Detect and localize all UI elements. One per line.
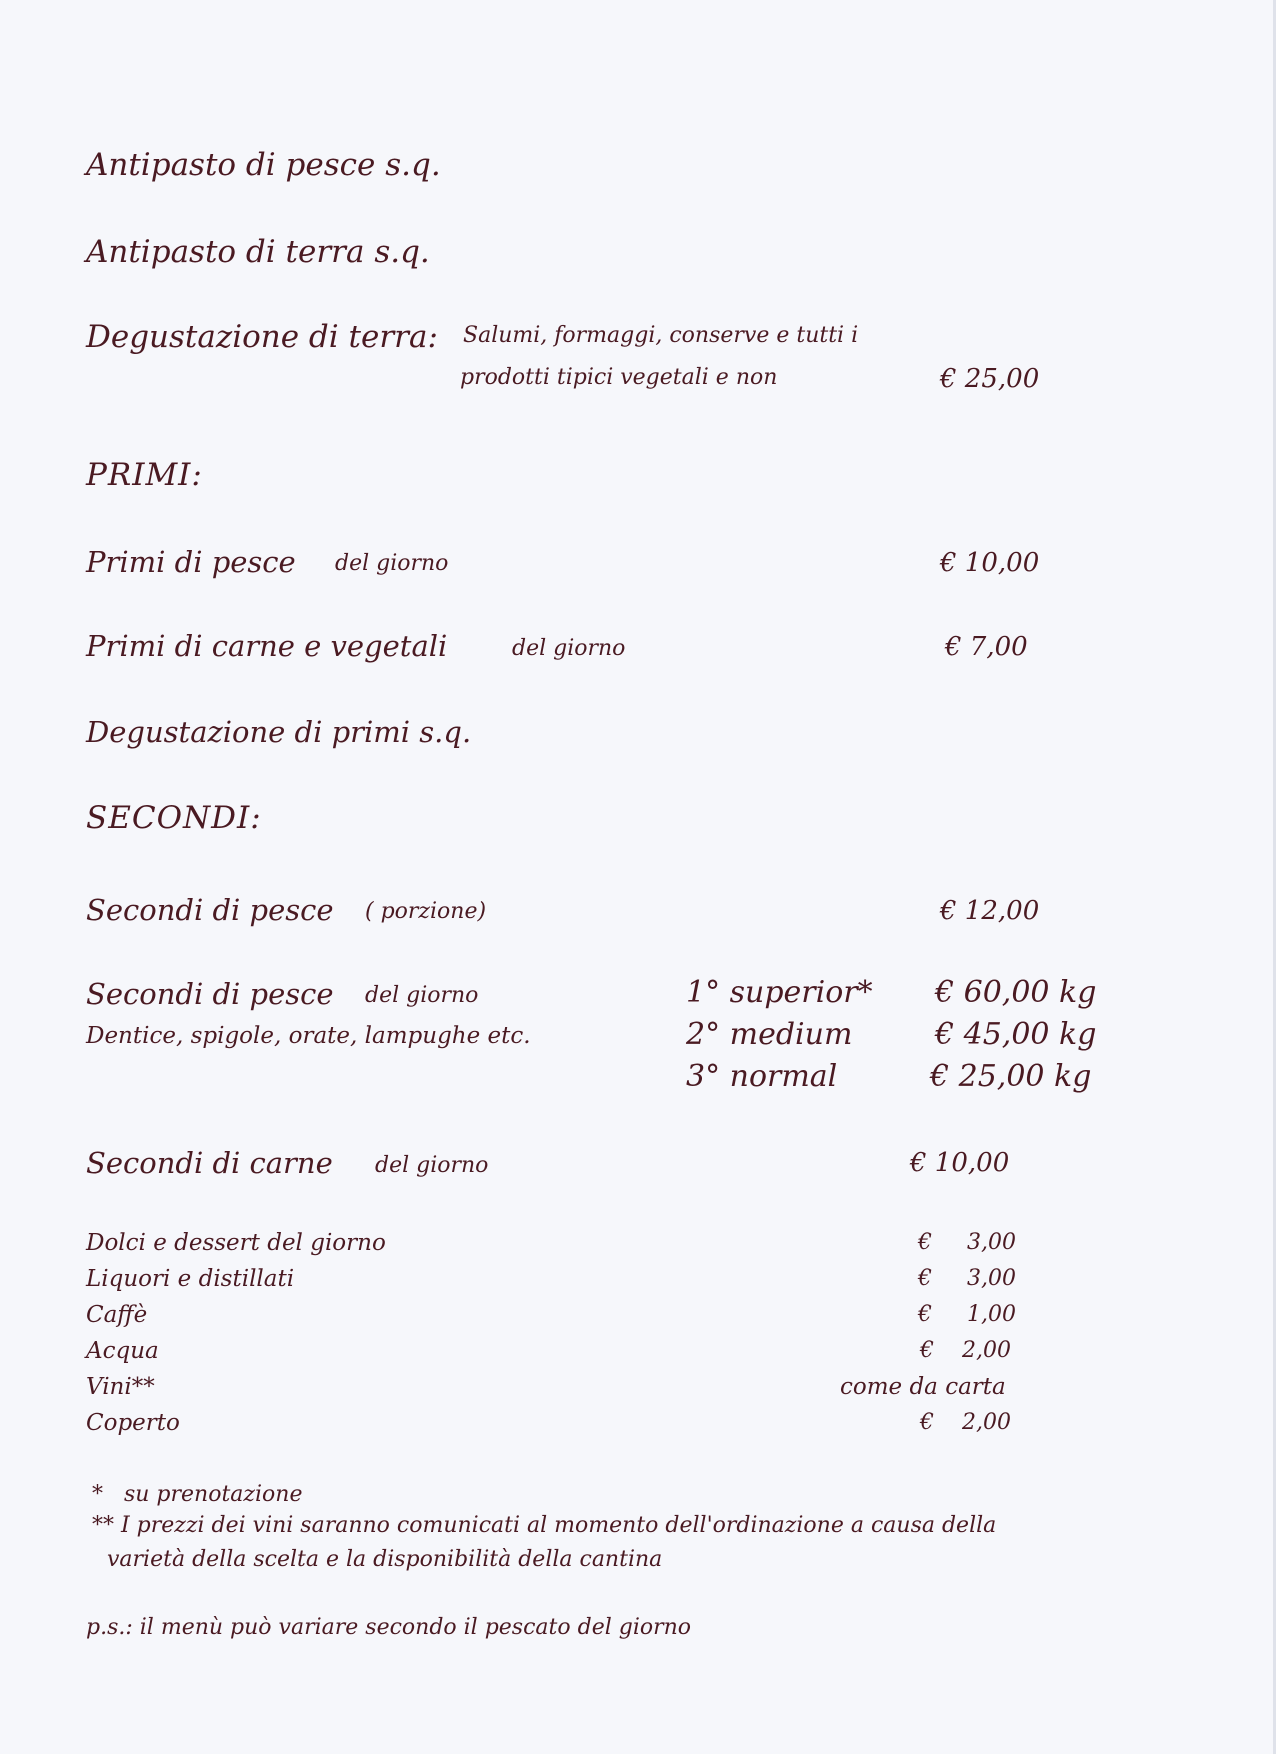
footnote-vini-line-2: varietà della scelta e la disponibilità della cantina xyxy=(107,1547,663,1572)
secondi-heading: SECONDI: xyxy=(86,800,262,836)
secondi-carne-price: € 10,00 xyxy=(910,1148,1010,1178)
secondi-giorno-label: Secondi di pesce xyxy=(86,977,334,1011)
primi-pesce-note: del giorno xyxy=(335,551,449,576)
quality-normal-price: € 25,00 kg xyxy=(930,1059,1092,1094)
secondi-giorno-note: del giorno xyxy=(365,983,479,1008)
degustazione-terra-desc-2: prodotti tipici vegetali e non xyxy=(460,365,778,390)
secondi-carne-label: Secondi di carne xyxy=(86,1146,333,1180)
footnote-prenotazione: * su prenotazione xyxy=(92,1482,303,1507)
primi-carne-price: € 7,00 xyxy=(945,632,1028,662)
degustazione-primi: Degustazione di primi s.q. xyxy=(86,715,472,749)
extra-label: Liquori e distillati xyxy=(86,1266,295,1292)
extra-price: € 1,00 xyxy=(918,1302,1016,1327)
primi-pesce-label: Primi di pesce xyxy=(86,545,296,579)
secondi-giorno-desc: Dentice, spigole, orate, lampughe etc. xyxy=(86,1023,531,1049)
footnote-vini-line-1: ** I prezzi dei vini saranno comunicati al momento dell'ordinazione a causa della xyxy=(92,1513,997,1538)
primi-carne-label: Primi di carne e vegetali xyxy=(86,629,448,663)
secondi-porzione-note: ( porzione) xyxy=(365,899,487,924)
extra-label: Vini** xyxy=(86,1374,155,1400)
extra-label: Dolci e dessert del giorno xyxy=(86,1230,386,1256)
secondi-porzione-label: Secondi di pesce xyxy=(86,893,334,927)
extra-price: € 2,00 xyxy=(920,1338,1011,1363)
postscript: p.s.: il menù può variare secondo il pescato del giorno xyxy=(86,1615,692,1640)
extra-price: € 3,00 xyxy=(918,1266,1016,1291)
extra-price: come da carta xyxy=(840,1374,1006,1400)
primi-heading: PRIMI: xyxy=(86,457,203,493)
extra-label: Caffè xyxy=(86,1302,148,1328)
degustazione-terra-price: € 25,00 xyxy=(940,364,1040,394)
extra-label: Coperto xyxy=(86,1410,180,1436)
quality-superior: 1° superior* xyxy=(686,975,873,1010)
quality-superior-price: € 60,00 kg xyxy=(935,975,1097,1010)
extra-label: Acqua xyxy=(86,1338,159,1364)
primi-pesce-price: € 10,00 xyxy=(940,548,1040,578)
extra-price: € 2,00 xyxy=(920,1410,1011,1435)
primi-carne-note: del giorno xyxy=(512,636,626,661)
quality-medium-price: € 45,00 kg xyxy=(935,1017,1097,1052)
antipasto-pesce: Antipasto di pesce s.q. xyxy=(86,147,441,183)
extra-price: € 3,00 xyxy=(918,1230,1016,1255)
quality-medium: 2° medium xyxy=(686,1017,853,1052)
secondi-carne-note: del giorno xyxy=(375,1153,489,1178)
degustazione-terra-label: Degustazione di terra: xyxy=(86,319,438,355)
antipasto-terra: Antipasto di terra s.q. xyxy=(86,234,430,270)
degustazione-terra-desc-1: Salumi, formaggi, conserve e tutti i xyxy=(463,323,859,348)
quality-normal: 3° normal xyxy=(686,1059,838,1094)
secondi-porzione-price: € 12,00 xyxy=(940,896,1040,926)
